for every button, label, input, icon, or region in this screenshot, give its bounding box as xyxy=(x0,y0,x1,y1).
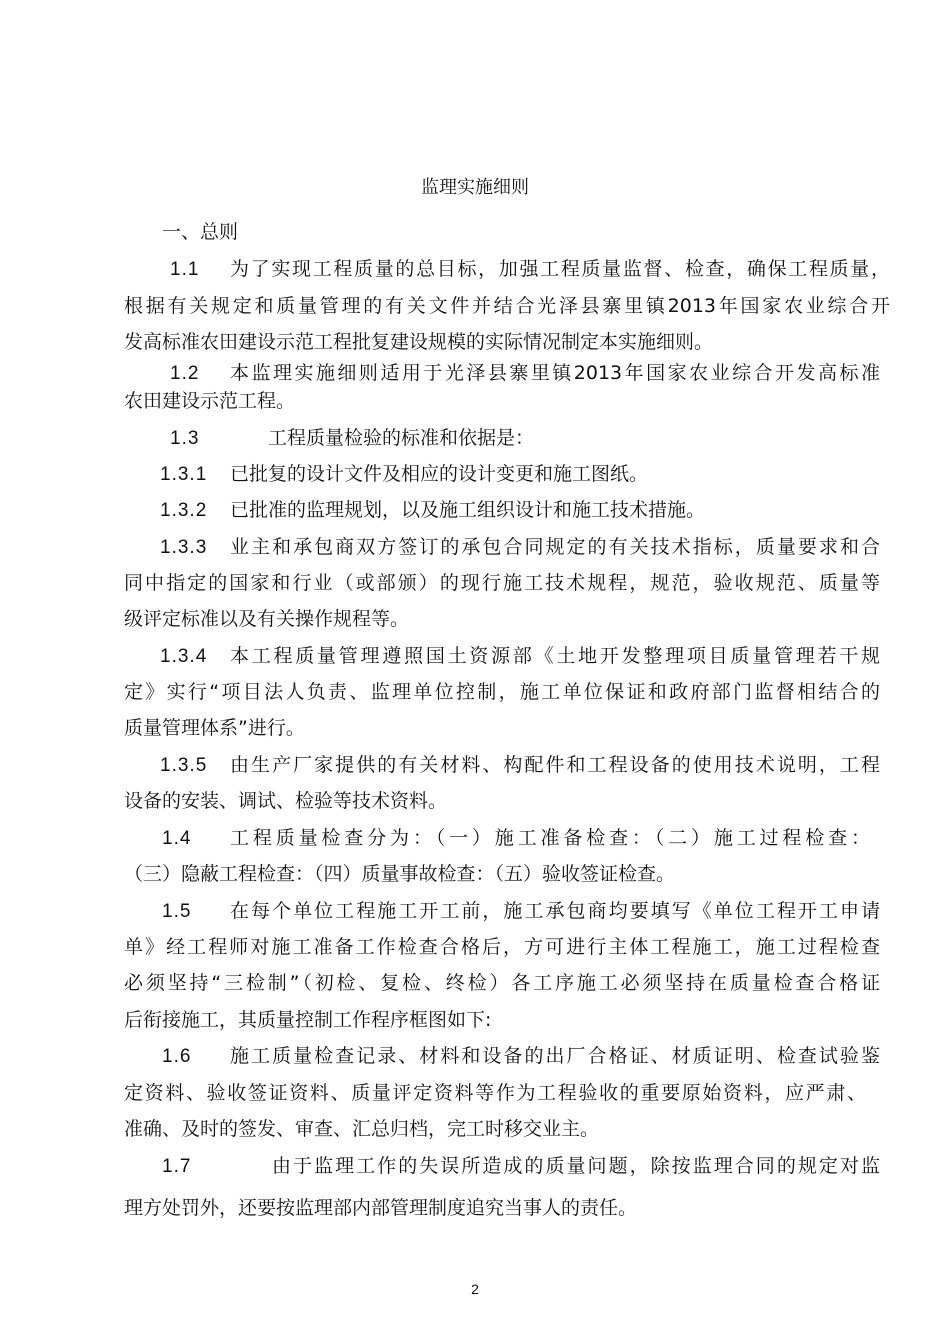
document-title: 监理实施细则 xyxy=(421,177,529,198)
clause-text: 由于监理工作的失误所造成的质量问题，除按监理合同的规定对监 xyxy=(272,1155,880,1177)
page-number: 2 xyxy=(471,1281,479,1297)
clause-text: 设备的安装、调试、检验等技术资料。 xyxy=(124,790,448,812)
clause-text: 质量管理体系”进行。 xyxy=(124,717,305,739)
clause-number: 1.3.5 xyxy=(160,755,208,776)
clause-number: 1.3.3 xyxy=(160,537,208,558)
clause-text: 工程质量检查分为：（一）施工准备检查：（二）施工过程检查： xyxy=(230,827,870,849)
clause-text: 工程质量检验的标准和依据是： xyxy=(268,427,535,449)
clause-text: 理方处罚外，还要按监理部内部管理制度追究当事人的责任。 xyxy=(124,1197,638,1219)
section-heading: 一、总则 xyxy=(162,221,239,243)
clause-text: 农田建设示范工程。 xyxy=(124,390,296,412)
clause-text: 后衔接施工，其质量控制工作程序框图如下: xyxy=(124,1009,492,1031)
clause-text: 定资料、验收签证资料、质量评定资料等作为工程验收的重要原始资料，应严肃、 xyxy=(124,1082,866,1104)
clause-text: 本监理实施细则适用于光泽县寨里镇2013年国家农业综合开发高标准 xyxy=(230,362,880,384)
clause-number: 1.3 xyxy=(170,428,200,449)
clause-number: 1.1 xyxy=(170,259,200,280)
clause-text: 单》经工程师对施工准备工作检查合格后，方可进行主体工程施工，施工过程检查 xyxy=(124,936,880,958)
clause-text: 根据有关规定和质量管理的有关文件并结合光泽县寨里镇2013年国家农业综合开 xyxy=(124,295,890,317)
clause-text: 同中指定的国家和行业（或部颁）的现行施工技术规程，规范，验收规范、质量等 xyxy=(124,572,880,594)
clause-number: 1.3.2 xyxy=(160,500,208,521)
clause-text: 定》实行“项目法人负责、监理单位控制，施工单位保证和政府部门监督相结合的 xyxy=(124,681,880,703)
clause-text: （三）隐蔽工程检查：（四）质量事故检查：（五）验收签证检查。 xyxy=(124,863,676,885)
clause-number: 1.2 xyxy=(170,363,200,384)
clause-number: 1.3.4 xyxy=(160,646,208,667)
clause-text: 必须坚持“三检制”（初检、复检、终检）各工序施工必须坚持在质量检查合格证 xyxy=(124,972,880,994)
clause-text: 为了实现工程质量的总目标，加强工程质量监督、检查，确保工程质量， xyxy=(230,258,890,280)
clause-number: 1.5 xyxy=(162,901,192,922)
clause-number: 1.4 xyxy=(162,828,192,849)
clause-text: 在每个单位工程施工开工前，施工承包商均要填写《单位工程开工申请 xyxy=(230,900,880,922)
clause-text: 施工质量检查记录、材料和设备的出厂合格证、材质证明、检查试验鉴 xyxy=(230,1045,880,1067)
clause-text: 发高标准农田建设示范工程批复建设规模的实际情况制定本实施细则。 xyxy=(124,331,714,353)
clause-number: 1.7 xyxy=(162,1156,192,1177)
clause-text: 本工程质量管理遵照国土资源部《土地开发整理项目质量管理若干规 xyxy=(230,645,880,667)
clause-text: 已批复的设计文件及相应的设计变更和施工图纸。 xyxy=(230,463,649,485)
clause-number: 1.6 xyxy=(162,1046,192,1067)
clause-text: 级评定标准以及有关操作规程等。 xyxy=(124,608,410,630)
clause-number: 1.3.1 xyxy=(160,464,208,485)
clause-text: 准确、及时的签发、审查、汇总归档，完工时移交业主。 xyxy=(124,1118,600,1140)
clause-text: 由生产厂家提供的有关材料、构配件和工程设备的使用技术说明，工程 xyxy=(230,754,880,776)
clause-text: 业主和承包商双方签订的承包合同规定的有关技术指标，质量要求和合 xyxy=(230,536,880,558)
clause-text: 已批准的监理规划，以及施工组织设计和施工技术措施。 xyxy=(230,499,706,521)
